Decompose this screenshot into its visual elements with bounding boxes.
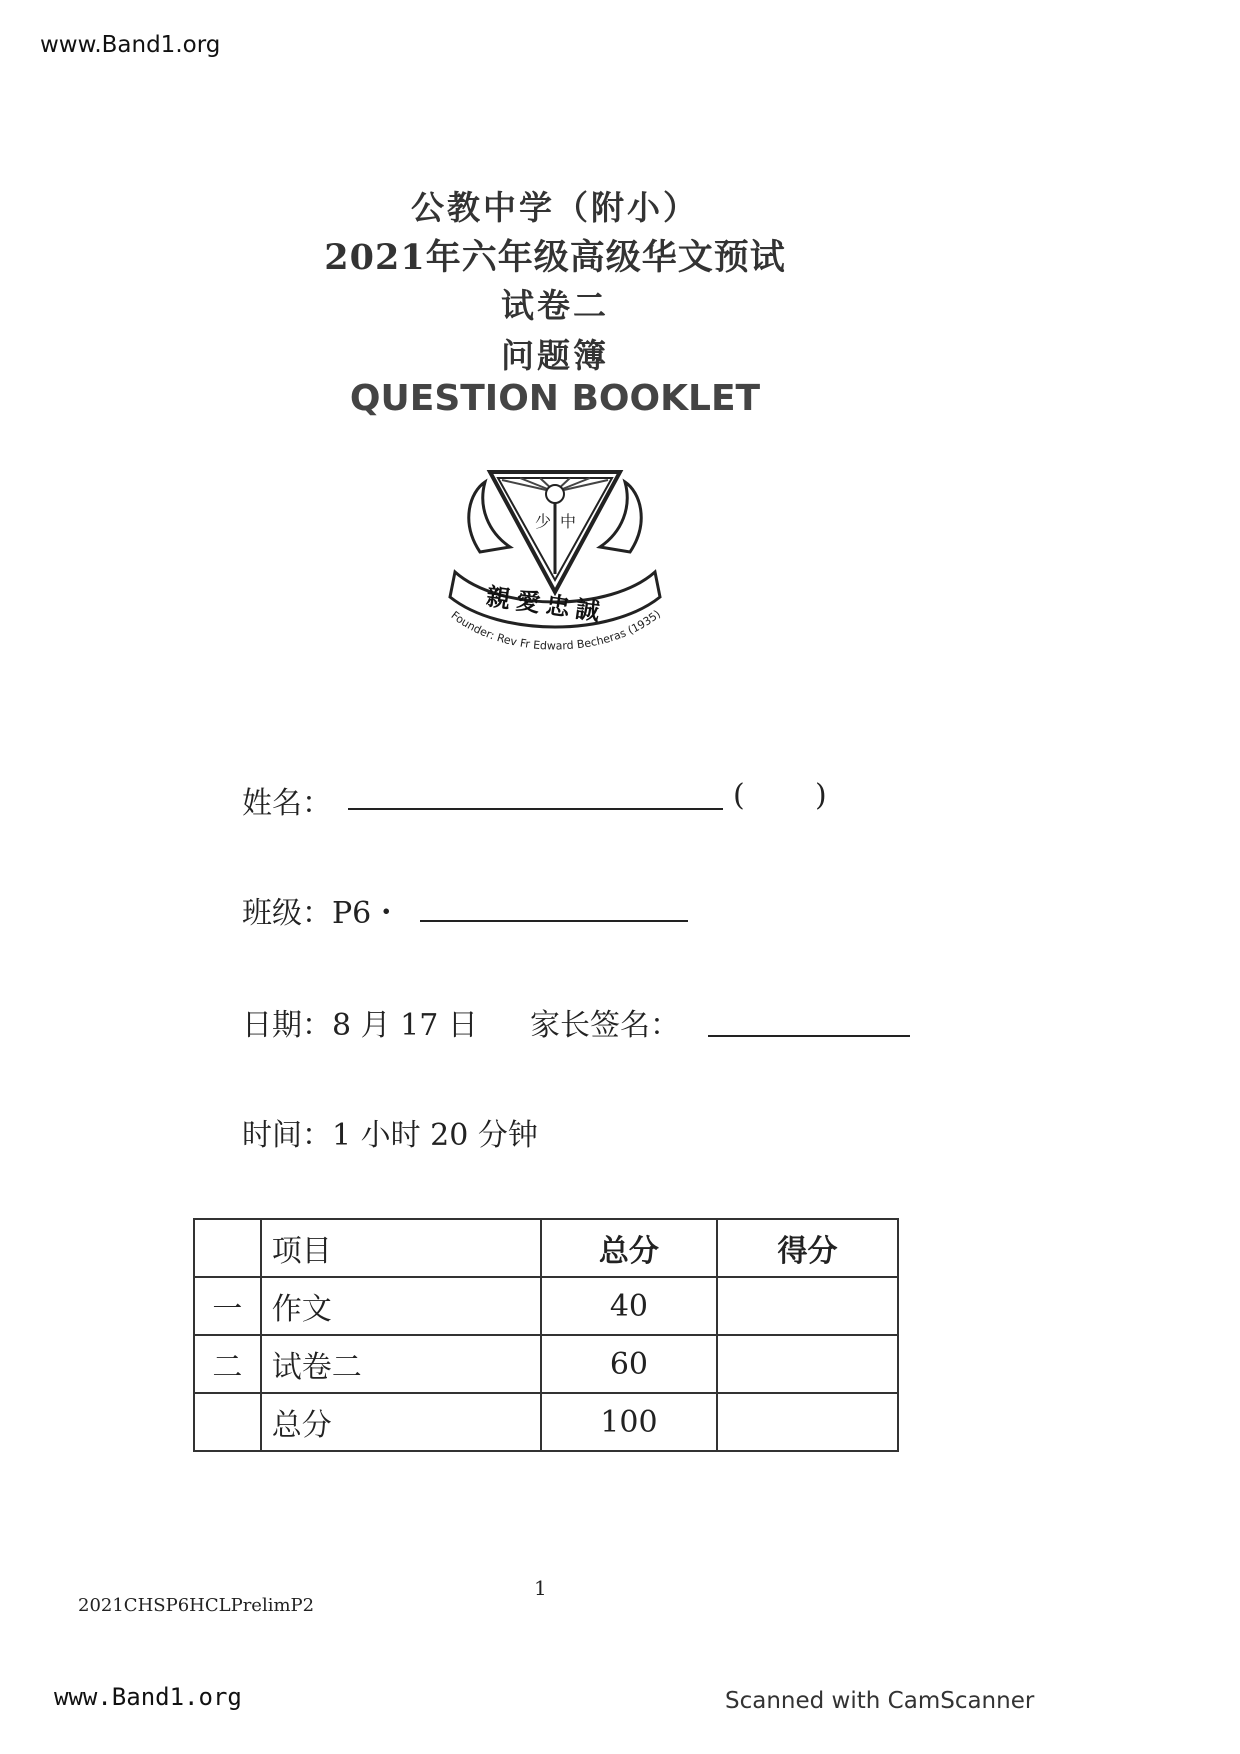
name-label: 姓名： [242,786,332,821]
date-label: 日期：8 月 17 日 [242,1008,478,1043]
score-table [193,1218,899,1452]
name-line[interactable] [348,808,723,810]
row-item: 作文 [261,1277,541,1335]
table-header-cell: 总分 [541,1219,717,1277]
svg-text:親愛忠誠: 親愛忠誠 [484,581,608,627]
table-header-cell: 得分 [717,1219,898,1277]
page-number: 1 [534,1576,547,1600]
name-paren-close: ) [815,778,827,813]
parent-signature-line[interactable] [708,1035,910,1037]
table-row [194,1277,898,1335]
booklet-title-en: QUESTION BOOKLET [349,378,761,419]
svg-text:中: 中 [560,512,577,531]
time-label: 时间：1 小时 20 分钟 [242,1118,538,1153]
svg-text:少: 少 [535,512,552,531]
row-total: 60 [541,1335,717,1393]
name-paren-open: ( [733,778,745,813]
watermark-top: www.Band1.org [40,32,221,58]
exam-title: 2021年六年级高级华文预试 [324,237,786,278]
row-score[interactable] [717,1277,898,1335]
paper-code: 2021CHSP6HCLPrelimP2 [78,1595,315,1616]
school-crest-logo [440,462,670,672]
scanner-label: Scanned with CamScanner [725,1688,1035,1714]
row-score[interactable] [717,1393,898,1451]
row-total: 40 [541,1277,717,1335]
table-header-row [194,1219,898,1277]
paper-title: 试卷二 [501,286,609,325]
table-row [194,1335,898,1393]
watermark-bottom: www.Band1.org [54,1683,242,1711]
booklet-title: 问题簿 [501,336,609,375]
row-number [194,1393,261,1451]
school-name: 公教中学（附小） [411,188,699,227]
table-header-cell: 项目 [261,1219,541,1277]
class-line[interactable] [420,920,688,922]
table-row [194,1393,898,1451]
row-total: 100 [541,1393,717,1451]
class-label: 班级：P6・ [242,896,402,931]
row-score[interactable] [717,1335,898,1393]
row-item: 试卷二 [261,1335,541,1393]
row-item: 总分 [261,1393,541,1451]
row-number: 二 [194,1335,261,1393]
table-header-cell [194,1219,261,1277]
row-number: 一 [194,1277,261,1335]
parent-signature-label: 家长签名： [530,1008,680,1043]
svg-text:Founder: Rev Fr Edward Bechera: Founder: Rev Fr Edward Becheras (1935) [448,607,664,653]
